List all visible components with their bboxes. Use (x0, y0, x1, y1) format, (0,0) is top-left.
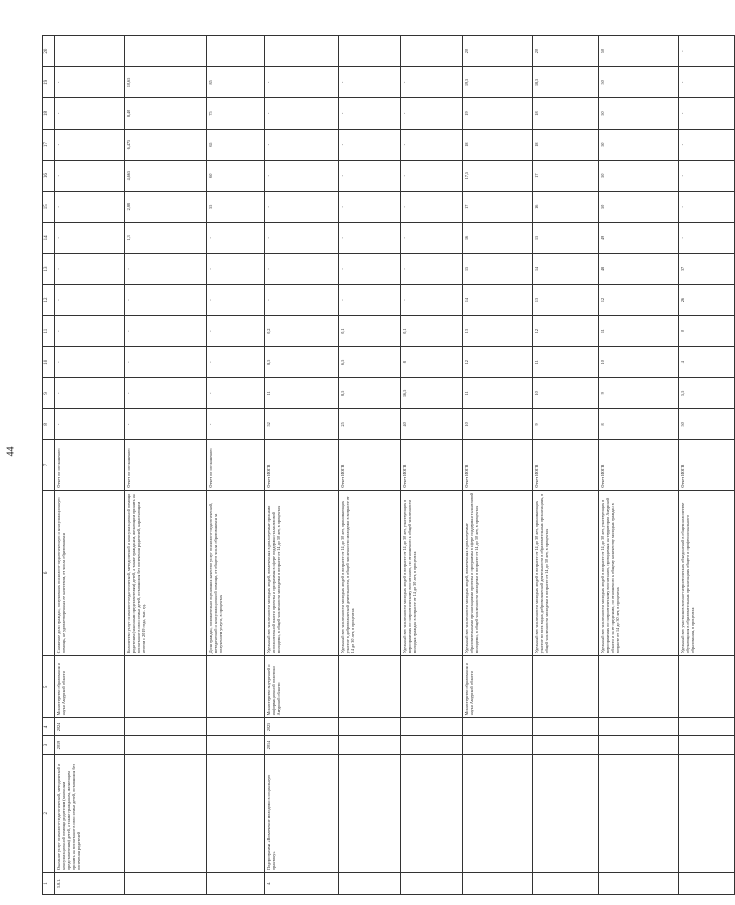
indicator-value: - (679, 129, 735, 160)
indicator-value: 1,3 (125, 222, 207, 253)
start-year (207, 736, 265, 754)
start-year (679, 736, 735, 754)
indicator-value: 0,1 (339, 316, 401, 347)
program-name (599, 754, 679, 872)
table-row (533, 36, 599, 895)
indicator-value: - (55, 316, 125, 347)
end-year (463, 718, 533, 736)
indicator-value: - (401, 160, 463, 191)
indicator-value: - (207, 409, 265, 440)
column-number-10: 10 (43, 347, 55, 378)
table-row (207, 36, 265, 895)
data-source: Отчет ИОГВ (401, 440, 463, 490)
indicator-value: - (679, 67, 735, 98)
indicator-value: 20 (463, 36, 533, 67)
indicator-value: 19 (463, 98, 533, 129)
indicator-value: 0 (679, 316, 735, 347)
column-number-3: 3 (43, 736, 55, 754)
indicator-value: 11 (265, 378, 339, 409)
data-source: Отчет ИОГВ (533, 440, 599, 490)
row-number (207, 872, 265, 894)
indicator-value: - (207, 284, 265, 315)
end-year (339, 718, 401, 736)
indicator-value: - (265, 129, 339, 160)
column-number-16: 16 (43, 160, 55, 191)
table-row (401, 36, 463, 895)
table-row (463, 36, 533, 895)
indicator-value: - (207, 347, 265, 378)
indicator-value: 16 (463, 222, 533, 253)
indicator-value: 0,2 (265, 316, 339, 347)
indicator-value: 17,5 (463, 160, 533, 191)
end-year (599, 718, 679, 736)
indicator-value: - (339, 98, 401, 129)
indicator-value: 55 (207, 191, 265, 222)
indicator-value: - (679, 191, 735, 222)
column-number-18: 18 (43, 98, 55, 129)
indicator-value: - (339, 67, 401, 98)
indicator-value (55, 36, 125, 67)
row-number: 4. (265, 872, 339, 894)
indicator-value: 14 (463, 284, 533, 315)
program-name (125, 754, 207, 872)
indicator-value: 13 (463, 316, 533, 347)
indicator-value: 18,5 (533, 67, 599, 98)
indicator-value: - (401, 67, 463, 98)
end-year (125, 718, 207, 736)
start-year (463, 736, 533, 754)
indicator-value: - (125, 409, 207, 440)
indicator-value: 9 (533, 409, 599, 440)
table-row (125, 36, 207, 895)
executor (207, 656, 265, 718)
indicator-value: - (207, 316, 265, 347)
column-number-7: 7 (43, 440, 55, 490)
indicator-value: - (679, 222, 735, 253)
column-number-1: 1 (43, 872, 55, 894)
indicator-value: 18 (463, 129, 533, 160)
table-row (265, 36, 339, 895)
column-number-2: 2 (43, 754, 55, 872)
executor (401, 656, 463, 718)
indicator-value: - (339, 129, 401, 160)
column-number-9: 9 (43, 378, 55, 409)
indicator-value: - (265, 191, 339, 222)
column-number-4: 4 (43, 718, 55, 736)
indicator-value: 18 (533, 98, 599, 129)
indicator-value: 4,665 (125, 160, 207, 191)
indicator-value: 17 (533, 160, 599, 191)
indicator-value: - (679, 98, 735, 129)
end-year (207, 718, 265, 736)
indicator-value: 2,88 (125, 191, 207, 222)
indicator-value: - (339, 222, 401, 253)
indicator-value: - (55, 222, 125, 253)
indicator-value: - (265, 98, 339, 129)
indicator-value: 15 (533, 222, 599, 253)
indicator-value: 11 (463, 378, 533, 409)
column-number-5: 5 (43, 656, 55, 718)
table-row (599, 36, 679, 895)
indicator-value: - (265, 67, 339, 98)
table-row (55, 36, 125, 895)
indicator-value: - (339, 253, 401, 284)
indicator-value: 8 (599, 409, 679, 440)
indicator-value: 6,5 (339, 347, 401, 378)
indicator-value: - (125, 284, 207, 315)
indicator-value: - (265, 160, 339, 191)
program-name (401, 754, 463, 872)
indicator-value: 10,65 (125, 67, 207, 98)
indicator-value: 50 (599, 36, 679, 67)
indicator-value: - (207, 222, 265, 253)
row-number: 3.8.1. (55, 872, 125, 894)
row-number (679, 872, 735, 894)
indicator-value: - (339, 160, 401, 191)
column-number-6: 6 (43, 490, 55, 656)
indicator-name: Снижение доли граждан, получивших психолого-педагогическую и консультационную помощь, не удовлетворенных ее качеством, от числа обратившихся (55, 490, 125, 656)
row-number (339, 872, 401, 894)
indicator-value: 8,40 (125, 98, 207, 129)
indicator-value: 25 (339, 409, 401, 440)
indicator-name: Удельный вес численности молодых людей, вовлеченных в реализуемые образовательными организациями проекты и программы в сфере поддержки талантливой молодежи, в общей численности молодежи в возрасте от 14 до 30 лет, в процентах (463, 490, 533, 656)
indicator-value: 50 (599, 98, 679, 129)
indicator-name: Доля граждан, положительно оценивших качество услуг психолого-педагогической, методической и консультационной помощи, от общего числа обратившихся за получением услуги, в процентах (207, 490, 265, 656)
indicator-value: 8,5 (265, 347, 339, 378)
column-number-15: 15 (43, 191, 55, 222)
indicator-name: Удельный вес численности молодых людей в возрасте от 14 до 30 лет, принимающих участие в добровольческой деятельности, в общей численности молодежи в возрасте от 14 до 30 лет, в процентах (339, 490, 401, 656)
indicator-value: 17 (463, 191, 533, 222)
indicator-value: 0,1 (401, 316, 463, 347)
indicator-value: 85 (207, 67, 265, 98)
program-name (679, 754, 735, 872)
data-source: Отчет по соглашению (125, 440, 207, 490)
row-number (533, 872, 599, 894)
indicator-name: Удельный вес численности молодых людей, вовлеченных в реализуемые органами исполнительной власти проекты и программы в сфере поддержки талантливой молодежи, в общей численности молодежи в возрасте от 14 до 30 лет, в процентах (265, 490, 339, 656)
indicator-value: - (401, 253, 463, 284)
indicator-value: 48 (599, 253, 679, 284)
indicator-value: - (679, 160, 735, 191)
indicator-value: 4 (679, 347, 735, 378)
indicator-value: 40 (401, 409, 463, 440)
executor (125, 656, 207, 718)
indicator-value: 15 (463, 253, 533, 284)
start-year (401, 736, 463, 754)
indicator-value: 16 (533, 191, 599, 222)
indicator-value: 50 (599, 160, 679, 191)
indicator-value: 10 (599, 347, 679, 378)
indicator-value: 65 (207, 129, 265, 160)
indicator-value: - (401, 222, 463, 253)
start-year: 2019 (55, 736, 125, 754)
indicator-value: 9 (599, 378, 679, 409)
program-name (339, 754, 401, 872)
indicator-value: - (125, 316, 207, 347)
indicator-value: - (55, 191, 125, 222)
executor: Министерство внутренней и информационной политики Амурской области (265, 656, 339, 718)
indicator-value: - (55, 347, 125, 378)
indicator-value: 50 (599, 67, 679, 98)
program-name: Подпрограмма «Вовлечение молодежи в социальную практику» (265, 754, 339, 872)
indicator-value: - (207, 378, 265, 409)
executor: Министерство образования и науки Амурской области (55, 656, 125, 718)
program-name (463, 754, 533, 872)
indicator-value: - (55, 129, 125, 160)
indicator-value: 18 (533, 129, 599, 160)
indicator-value: 8 (401, 347, 463, 378)
executor (679, 656, 735, 718)
indicator-value: - (55, 284, 125, 315)
table-row (679, 36, 735, 895)
column-number-8: 8 (43, 409, 55, 440)
indicator-value: - (125, 347, 207, 378)
data-source: Отчет ИОГВ (265, 440, 339, 490)
indicator-value: 50 (599, 129, 679, 160)
indicator-value: 6,475 (125, 129, 207, 160)
indicator-value: 60 (207, 160, 265, 191)
indicator-value: - (265, 253, 339, 284)
indicator-value: 16,5 (401, 378, 463, 409)
executor: Министерство образования и науки Амурской области (463, 656, 533, 718)
indicator-value: 12 (599, 284, 679, 315)
indicator-value: 37 (679, 253, 735, 284)
column-number-17: 17 (43, 129, 55, 160)
indicator-name: Удельный вес численности молодых людей в возрасте от 14 до 30 лет, участвующих в мероприятиях по патриотическому воспитанию, проводимых на территории Амурской области и за ее пределами, по отношению к общему количеству молодых граждан в возрасте от 14 до 30 лет, в процентах (599, 490, 679, 656)
indicator-value: 49 (599, 222, 679, 253)
indicator-value: 19,5 (463, 67, 533, 98)
start-year: 2014 (265, 736, 339, 754)
program-name (533, 754, 599, 872)
indicator-value: - (55, 98, 125, 129)
indicator-name: Количество услуг психолого-педагогической, методической и консультационной помощи родителям (законным представителям) детей, а также гражданам, желающим принять на воспитание в свои семьи детей, оставшихся без попечения родителей, нарастающим итогом с 2019 года, тыс. ед. (125, 490, 207, 656)
indicator-value: 12 (533, 316, 599, 347)
indicator-value: 50 (679, 409, 735, 440)
end-year (679, 718, 735, 736)
indicator-value: - (265, 222, 339, 253)
start-year (339, 736, 401, 754)
indicator-value: 75 (207, 98, 265, 129)
indicator-value: 14 (533, 253, 599, 284)
executor (599, 656, 679, 718)
indicator-value: - (401, 284, 463, 315)
program-name: Оказание услуг психолого-педагогической, методической и консультационной помощи родителям (законным представителям) детей, а также гражданам, желающим принять на воспитание в свои семьи детей, оставшихся без попечения родителей (55, 754, 125, 872)
indicator-name: Удельный вес численности молодых людей в возрасте от 14 до 30 лет, принимающих участие во всех видах добровольческой деятельности в образовательных организациях, в общей численности молодежи в возрасте от 14 до 30 лет, в процентах (533, 490, 599, 656)
data-source: Отчет ИОГВ (339, 440, 401, 490)
indicator-value: 13 (533, 284, 599, 315)
indicator-value: - (265, 284, 339, 315)
data-source: Отчет ИОГВ (679, 440, 735, 490)
data-source: Отчет по соглашению (55, 440, 125, 490)
indicator-value: - (401, 129, 463, 160)
row-number (599, 872, 679, 894)
row-number (125, 872, 207, 894)
end-year (533, 718, 599, 736)
executor (339, 656, 401, 718)
indicator-value: 12 (463, 347, 533, 378)
indicator-value (125, 36, 207, 67)
data-source: Отчет ИОГВ (463, 440, 533, 490)
indicator-value: - (679, 36, 735, 67)
rotated-table-container (42, 35, 696, 895)
indicator-value: - (55, 160, 125, 191)
start-year (533, 736, 599, 754)
indicator-value: - (125, 378, 207, 409)
indicator-value: - (339, 191, 401, 222)
indicator-value: - (125, 253, 207, 284)
indicator-value: - (401, 98, 463, 129)
indicator-value: 10 (463, 409, 533, 440)
data-source: Отчет ИОГВ (599, 440, 679, 490)
data-source: Отчет по соглашению (207, 440, 265, 490)
end-year: 2025 (265, 718, 339, 736)
end-year (401, 718, 463, 736)
column-number-13: 13 (43, 253, 55, 284)
indicator-value: - (207, 253, 265, 284)
indicator-value: 20 (533, 36, 599, 67)
indicator-value: - (55, 67, 125, 98)
column-number-12: 12 (43, 284, 55, 315)
indicator-value: 10 (533, 378, 599, 409)
indicator-value (265, 36, 339, 67)
column-number-19: 19 (43, 67, 55, 98)
indicator-value: - (55, 409, 125, 440)
column-number-11: 11 (43, 316, 55, 347)
header-row (43, 36, 55, 895)
indicator-value: 8,5 (339, 378, 401, 409)
indicator-value: 50 (599, 191, 679, 222)
indicator-value: 52 (265, 409, 339, 440)
column-number-14: 14 (43, 222, 55, 253)
indicator-value (339, 36, 401, 67)
indicator-value: - (339, 284, 401, 315)
end-year: 2024 (55, 718, 125, 736)
indicator-value (207, 36, 265, 67)
table-row (339, 36, 401, 895)
indicator-value: 26 (679, 284, 735, 315)
column-number-20: 20 (43, 36, 55, 67)
indicators-table (42, 35, 735, 895)
start-year (125, 736, 207, 754)
indicator-value: - (55, 378, 125, 409)
page-number: 44 (5, 446, 17, 457)
indicator-value: 11 (533, 347, 599, 378)
indicator-value: - (401, 191, 463, 222)
row-number (401, 872, 463, 894)
program-name (207, 754, 265, 872)
executor (533, 656, 599, 718)
indicator-value: - (55, 253, 125, 284)
indicator-value (401, 36, 463, 67)
indicator-value: 11 (599, 316, 679, 347)
row-number (463, 872, 533, 894)
start-year (599, 736, 679, 754)
table-body (43, 36, 735, 895)
indicator-value: 5,5 (679, 378, 735, 409)
indicator-name: Удельный вес численности молодых людей в возрасте от 14 до 30 лет, участвующих в мероприятиях по патриотическому воспитанию, по отношению к общей численности молодых граждан в возрасте от 14 до 30 лет, в процентах (401, 490, 463, 656)
indicator-name: Удельный вес участников военно-патриотических объединений в общем количестве обучающихся в образовательных организациях общего и профессионального образования, в процентах (679, 490, 735, 656)
